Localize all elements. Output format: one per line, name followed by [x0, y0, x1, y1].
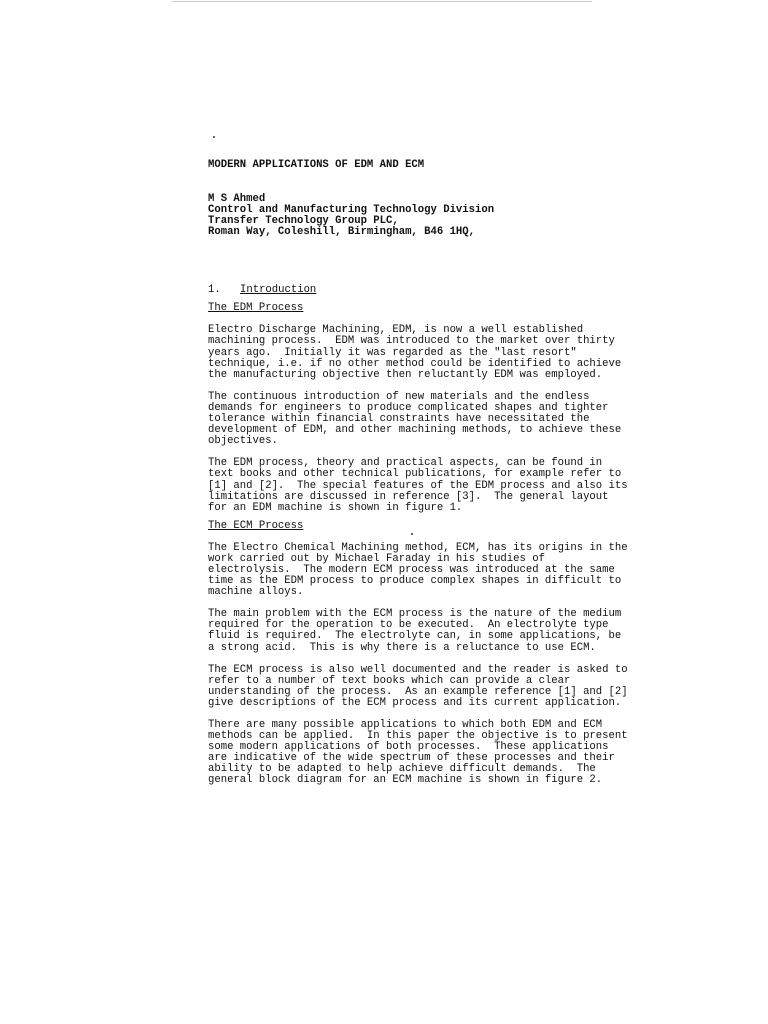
edm-paragraph-2: The continuous introduction of new materials and the endless demands for engineers to produce complicated shapes and tighter tolerance within financial constraints have necessitated the development of EDM, and other machining methods, to achieve these objectives.	[208, 390, 622, 448]
scan-top-edge-line	[172, 1, 592, 2]
author-name: M S Ahmed	[208, 193, 266, 205]
ecm-process-heading: The ECM Process	[208, 519, 304, 532]
ecm-paragraph-3: The ECM process is also well documented and the reader is asked to refer to a number of text books which can provide a clear understanding of the process. As an example reference [1] and [2] give descriptions of the ECM process and its current application.	[208, 663, 628, 709]
edm-paragraph-3: The EDM process, theory and practical aspects, can be found in text books and other technical publications, for example refer to [1] and [2]. The special features of the EDM process and also its limitations are discussed in reference [3]. The general layout for an EDM machine is shown in figure 1.	[208, 457, 628, 514]
ecm-paragraph-1: The Electro Chemical Machining method, ECM, has its origins in the work carried out by Michael Faraday in his studies of electrolysis. The modern ECM process was introduced at the same time as the EDM process to produce complex shapes in difficult to machine alloys.	[208, 541, 628, 599]
author-company: Transfer Technology Group PLC,	[208, 215, 399, 228]
paper-title: MODERN APPLICATIONS OF EDM AND ECM	[208, 159, 425, 171]
scan-speck	[213, 136, 215, 138]
author-division: Control and Manufacturing Technology Division	[208, 204, 495, 217]
ecm-paragraph-2: The main problem with the ECM process is the nature of the medium required for the operation to be executed. An electrolyte type fluid is required. The electrolyte can, in some applications, be a strong acid. This is why there is a reluctance to use ECM.	[208, 608, 622, 654]
edm-paragraph-1: Electro Discharge Machining, EDM, is now a well established machining process. EDM was introduced to the market over thirty years ago. Initially it was regarded as the "last resort" technique, i.e. if no other method could be identified to achieve the manufacturing objective then reluctantly EDM was employed.	[208, 324, 622, 381]
section-number: 1.	[208, 284, 221, 297]
author-block	[208, 194, 638, 238]
author-address: Roman Way, Coleshill, Birmingham, B46 1HQ,	[208, 226, 476, 239]
document-page	[208, 160, 638, 787]
edm-process-heading: The EDM Process	[208, 302, 304, 315]
ecm-paragraph-4: There are many possible applications to which both EDM and ECM methods can be applied. In this paper the objective is to present some modern applications of both processes. These applications are indicative of the wide spectrum of these processes and their ability to be adapted to help achieve difficult demands. The general block diagram for an ECM machine is shown in figure 2.	[208, 719, 628, 787]
section-1-heading	[208, 285, 638, 296]
section-title: Introduction	[240, 284, 317, 297]
